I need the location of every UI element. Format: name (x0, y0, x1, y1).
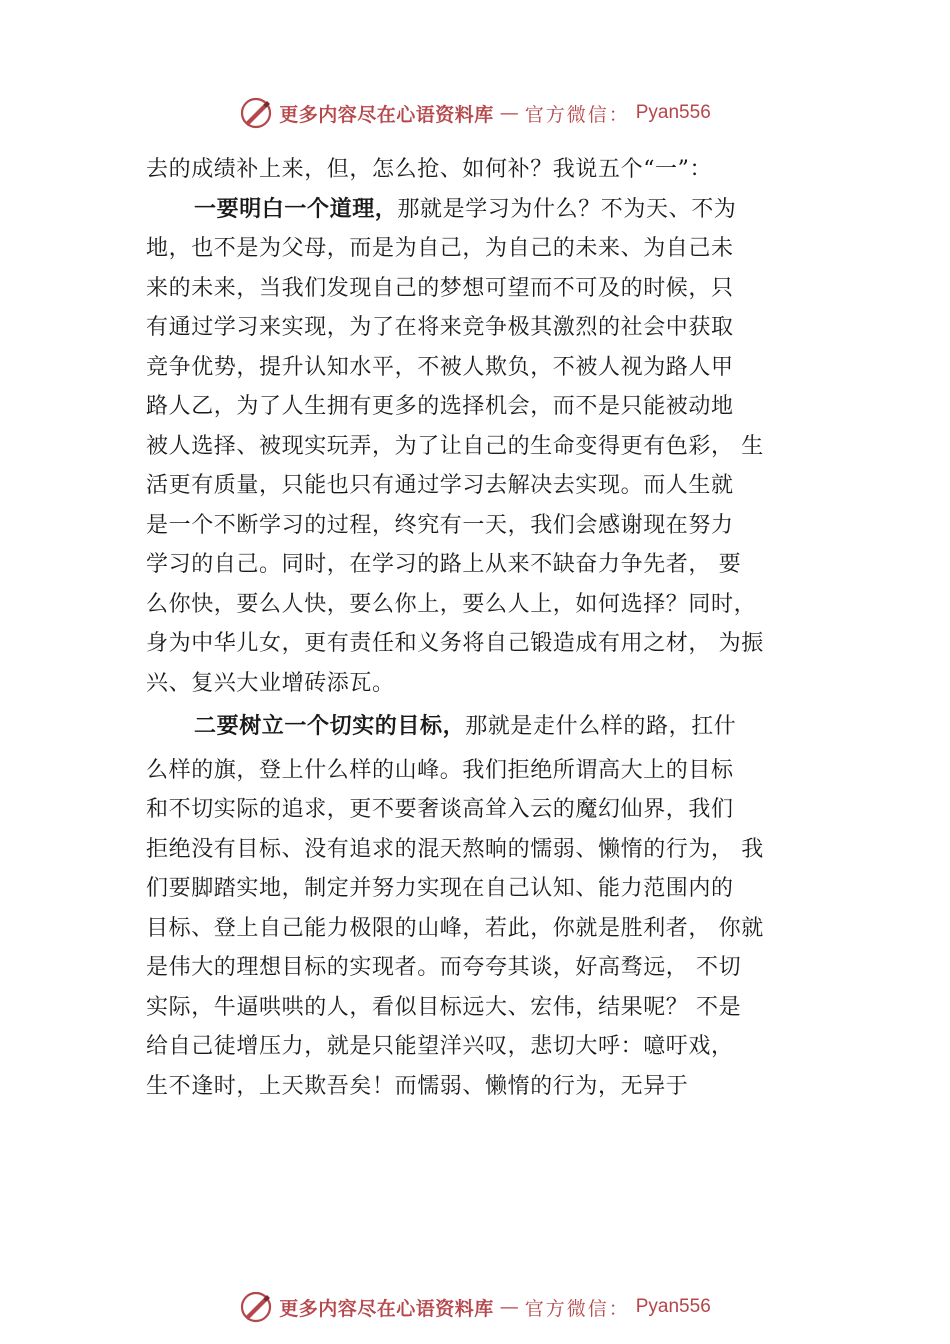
pen-circle-logo-icon (239, 1290, 273, 1324)
paragraph-2-line: 和不切实际的追求，更不要奢谈高耸入云的魔幻仙界，我们 (146, 797, 734, 822)
watermark-label: 官方微信： (524, 103, 630, 126)
intro-line: 去的成绩补上来，但，怎么抢、如何补？我说五个“一”： (146, 157, 713, 182)
paragraph-1-line: 活更有质量，只能也只有通过学习去解决去实现。而人生就 (146, 473, 734, 498)
paragraph-2-lead: 二要树立一个切实的目标， (194, 713, 466, 739)
pen-circle-logo-icon (239, 96, 273, 130)
paragraph-1-line: 路人乙，为了人生拥有更多的选择机会，而不是只能被动地 (146, 394, 734, 419)
paragraph-2-line: 是伟大的理想目标的实现者。而夸夸其谈，好高骛远， 不切 (146, 955, 742, 980)
watermark-main-text: 更多内容尽在心语资料库 (279, 103, 494, 126)
paragraph-1-line: 么你快，要么人快，要么你上，要么人上，如何选择？同时， (146, 591, 757, 617)
paragraph-2-line: 们要脚踏实地，制定并努力实现在自己认知、能力范围内的 (146, 876, 734, 901)
paragraph-1-line: 有通过学习来实现，为了在将来竞争极其激烈的社会中获取 (146, 315, 734, 340)
paragraph-1-first-line (146, 190, 820, 230)
watermark-main-text: 更多内容尽在心语资料库 (279, 1297, 494, 1320)
watermark-wechat-id: Pyan556 (635, 102, 711, 123)
footer-watermark (0, 1290, 950, 1324)
paragraph-1-first-rest: 那就是学习为什么？不为天、不为 (397, 196, 737, 222)
paragraph-1-line: 是一个不断学习的过程，终究有一天，我们会感谢现在努力 (146, 512, 734, 538)
watermark-wechat-id: Pyan556 (635, 1296, 711, 1317)
paragraph-2-line: 么样的旗，登上什么样的山峰。我们拒绝所谓高大上的目标 (146, 757, 734, 783)
paragraph-1-line: 身为中华儿女，更有责任和义务将自己锻造成有用之材， 为振 (146, 631, 764, 656)
paragraph-1-lead: 一要明白一个道理， (194, 195, 398, 222)
paragraph-2-line: 目标、登上自己能力极限的山峰，若此，你就是胜利者， 你就 (146, 915, 764, 941)
paragraph-2-line: 生不逢时，上天欺吾矣！而懦弱、懒惰的行为，无异于 (146, 1073, 689, 1099)
paragraph-1-line: 学习的自己。同时，在学习的路上从来不缺奋力争先者， 要 (146, 552, 742, 577)
paragraph-2-first-rest: 那就是走什么样的路，扛什 (465, 714, 737, 739)
paragraph-2-line: 给自己徒增压力，就是只能望洋兴叹，悲切大呼：噫吁戏， (146, 1034, 734, 1059)
paragraph-1-line: 被人选择、被现实玩弄，为了让自己的生命变得更有色彩， 生 (146, 433, 764, 459)
paragraph-2-first-line (146, 707, 820, 747)
watermark-label: 官方微信： (524, 1297, 630, 1320)
paragraph-1-line: 竞争优势，提升认知水平，不被人欺负，不被人视为路人甲 (146, 354, 734, 380)
paragraph-1-line: 地，也不是为父母，而是为自己，为自己的未来、为自己未 (146, 236, 734, 261)
watermark-dash: — (499, 1296, 519, 1318)
document-body (146, 150, 820, 1106)
header-watermark (0, 96, 950, 130)
paragraph-1-line: 兴、复兴大业增砖添瓦。 (146, 670, 395, 696)
paragraph-2-line: 实际，牛逼哄哄的人，看似目标远大、宏伟，结果呢？ 不是 (146, 994, 742, 1020)
paragraph-1-line: 来的未来，当我们发现自己的梦想可望而不可及的时候，只 (146, 275, 734, 301)
watermark-dash: — (499, 102, 519, 124)
paragraph-2-line: 拒绝没有目标、没有追求的混天熬晌的懦弱、懒惰的行为， 我 (146, 836, 764, 862)
